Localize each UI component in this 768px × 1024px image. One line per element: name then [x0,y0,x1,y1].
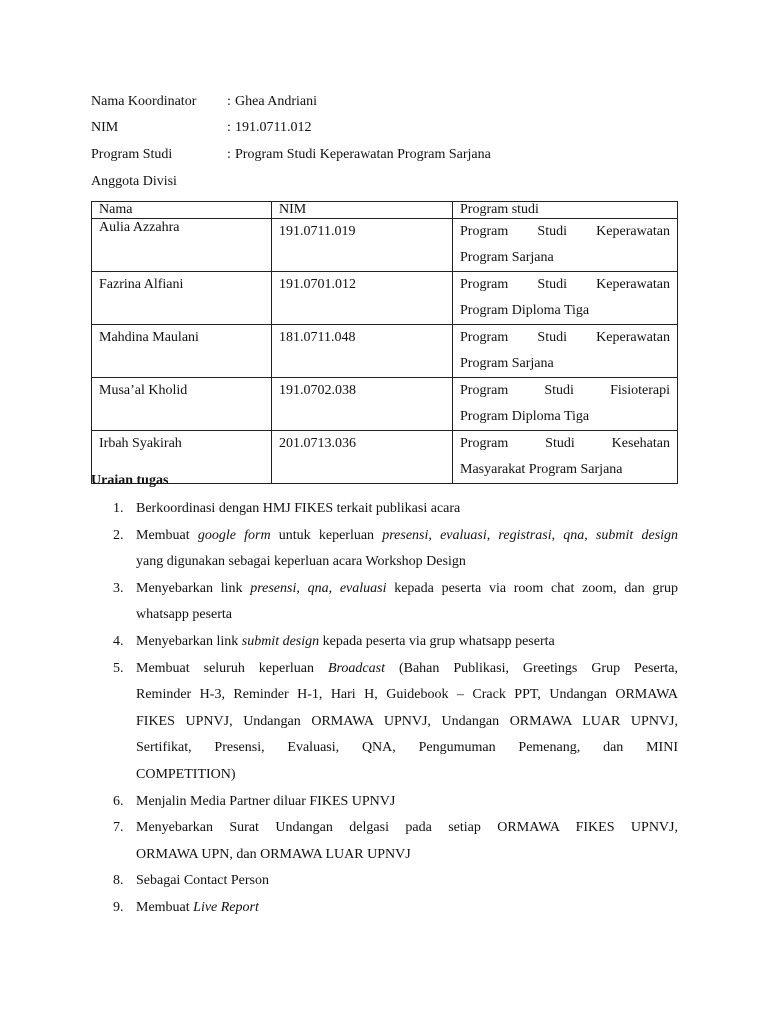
program-line: Program Studi Fisioterapi [460,383,670,398]
table-row [92,272,678,325]
separator: : [227,94,231,109]
member-nim: 191.0701.012 [272,272,453,325]
item-number: 6. [113,793,124,809]
text-run: , [428,527,441,543]
item-line: Menyebarkan Surat Undangan delgasi pada setiap ORMAWA FIKES UPNVJ, [136,820,678,836]
italic-run: submit design [595,527,679,543]
table-row [92,325,678,378]
item-text: Berkoordinasi dengan HMJ FIKES terkait publikasi acara [136,501,461,516]
text-run: kepada peserta via room chat zoom, dan grup [386,580,679,596]
program-row [91,145,491,165]
program-label: Program Studi [91,147,173,162]
separator: : [227,147,231,162]
program-value: Program Studi Keperawatan Program Sarjana [235,147,491,162]
member-name: Fazrina Alfiani [92,272,272,325]
member-program [453,431,678,484]
text-run: Membuat [136,527,198,543]
text-run: Membuat [136,899,194,915]
table-header-row [92,202,678,219]
text-run: kepada peserta via grup whatsapp peserta [319,633,555,649]
member-nim: 191.0711.019 [272,219,453,272]
task-list [91,496,678,922]
coordinator-row [91,92,317,112]
members-heading: Anggota Divisi [91,174,177,189]
item-number: 9. [113,899,124,915]
item-line: Reminder H-3, Reminder H-1, Hari H, Guidebook – Crack PPT, Undangan ORMAWA [136,687,678,703]
list-item [91,523,678,576]
coordinator-value: Ghea Andriani [235,94,318,109]
member-program [453,378,678,431]
member-name: Irbah Syakirah [92,431,272,484]
table-row [92,378,678,431]
header-name: Nama [92,202,272,219]
italic-run: registrasi [498,527,552,543]
italic-run: evaluasi [440,527,487,543]
list-item [91,868,678,895]
item-line: COMPETITION) [136,766,236,782]
list-item [91,629,678,656]
item-text: Sebagai Contact Person [136,873,269,889]
header-nim: NIM [272,202,453,219]
item-number: 3. [113,580,124,596]
item-line: ORMAWA UPN, dan ORMAWA LUAR UPNVJ [136,846,411,862]
item-line [136,523,678,550]
program-line: Program Sarjana [460,250,554,265]
table-row [92,431,678,484]
text-run: Menyebarkan link [136,633,242,649]
member-nim: 201.0713.036 [272,431,453,484]
list-item [91,789,678,816]
italic-run: submit design [241,633,320,649]
member-name: Mahdina Maulani [92,325,272,378]
item-number: 5. [113,660,124,676]
member-nim: 191.0702.038 [272,378,453,431]
item-number: 4. [113,633,124,649]
italic-run: Live Report [193,899,259,915]
list-item [91,576,678,629]
italic-run: qna [563,527,585,543]
member-nim: 181.0711.048 [272,325,453,378]
italic-run: evaluasi [339,580,387,596]
text-run: , [296,580,308,596]
program-line: Program Diploma Tiga [460,409,590,424]
text-run: Membuat seluruh keperluan [136,660,328,676]
item-number: 2. [113,527,124,543]
text-run: , [486,527,499,543]
item-line [136,656,678,683]
nim-row [91,118,311,138]
program-line: Program Studi Keperawatan [460,224,670,239]
list-item [91,656,678,789]
member-program [453,272,678,325]
item-line: FIKES UPNVJ, Undangan ORMAWA UPNVJ, Undangan ORMAWA LUAR UPNVJ, [136,713,678,729]
table-row [92,219,678,272]
separator: : [227,120,231,135]
text-run: untuk keperluan [270,527,383,543]
members-table [91,201,678,484]
item-text: Menjalin Media Partner diluar FIKES UPNVJ [136,793,396,809]
member-name: Musa’al Kholid [92,378,272,431]
italic-run: Broadcast [327,660,385,676]
text-run: , [551,527,564,543]
list-item [91,815,678,868]
item-line: yang digunakan sebagai keperluan acara Workshop Design [136,554,466,570]
program-line: Program Diploma Tiga [460,303,590,318]
item-line [136,576,678,603]
item-number: 7. [113,820,124,836]
program-line: Program Studi Kesehatan [460,436,670,451]
member-program [453,325,678,378]
member-program [453,219,678,272]
list-item [91,496,678,523]
coordinator-label: Nama Koordinator [91,94,197,109]
nim-value: 191.0711.012 [235,120,312,135]
text-run: , [584,527,596,543]
item-number: 1. [113,501,124,516]
italic-run: presensi [250,580,297,596]
list-item [91,895,678,922]
member-name: Aulia Azzahra [92,219,272,272]
text-run: , [328,580,340,596]
item-line: whatsapp peserta [136,607,233,623]
program-line: Masyarakat Program Sarjana [460,462,623,477]
text-run: (Bahan Publikasi, Greetings Grup Peserta, [385,660,678,676]
text-run: Menyebarkan link [136,580,251,596]
italic-run: qna [307,580,329,596]
nim-label: NIM [91,120,119,135]
italic-run: presensi [382,527,429,543]
program-line: Program Studi Keperawatan [460,330,670,345]
italic-run: google form [197,527,271,543]
program-line: Program Sarjana [460,356,554,371]
header-program: Program studi [453,202,678,219]
item-line: Sertifikat, Presensi, Evaluasi, QNA, Pengumuman Pemenang, dan MINI [136,740,678,756]
program-line: Program Studi Keperawatan [460,277,670,292]
item-number: 8. [113,873,124,889]
tasks-title: Uraian tugas [91,473,169,488]
